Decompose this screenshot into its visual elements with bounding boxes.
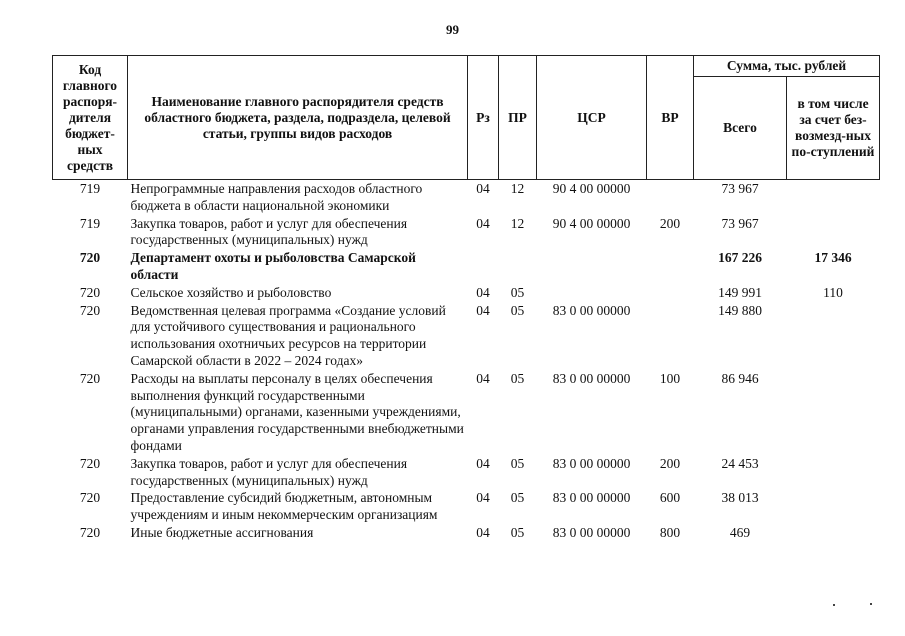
row-code: 720 xyxy=(79,250,101,266)
row-csr: 83 0 00 00000 xyxy=(552,302,631,318)
row-rz xyxy=(468,249,499,284)
row-total: 38 013 xyxy=(721,490,759,506)
table-body xyxy=(53,180,880,542)
row-code: 720 xyxy=(79,370,101,386)
row-name: Иные бюджетные ассигнования xyxy=(130,524,314,540)
row-code: 720 xyxy=(79,284,101,300)
row-csr xyxy=(537,284,647,302)
row-csr: 90 4 00 00000 xyxy=(552,215,631,231)
header-code: Код главного распоря-дителя бюджет-ных средств xyxy=(53,56,128,180)
row-code: 720 xyxy=(79,524,101,540)
row-pr: 05 xyxy=(510,370,525,386)
table-row xyxy=(53,455,880,490)
row-name: Закупка товаров, работ и услуг для обеспечения государственных (муниципальных) нужд xyxy=(130,455,408,488)
row-total: 149 880 xyxy=(718,302,762,318)
row-pr: 05 xyxy=(510,524,525,540)
row-name: Расходы на выплаты персоналу в целях обеспечения выполнения функций государственными (муниципальными) органами, казенными учреждениями, органами управления государственными внебюджетными фондами xyxy=(130,370,464,453)
row-including-gratuitous xyxy=(787,370,880,455)
row-vr: 800 xyxy=(659,524,681,540)
table-row xyxy=(53,370,880,455)
row-rz: 04 xyxy=(476,370,490,386)
row-total: 73 967 xyxy=(721,181,759,196)
scan-speck xyxy=(870,603,872,605)
row-vr xyxy=(647,302,694,370)
row-name: Сельское хозяйство и рыболовство xyxy=(130,284,332,300)
row-name: Департамент охоты и рыболовства Самарской области xyxy=(130,250,416,282)
row-code: 720 xyxy=(79,490,101,506)
row-code: 720 xyxy=(79,455,101,471)
header-total: Всего xyxy=(694,77,787,180)
scan-speck xyxy=(833,604,835,606)
header-including-gratuitous: в том числе за счет без-возмезд-ных по-ступлений xyxy=(787,77,880,180)
row-rz: 04 xyxy=(476,524,490,540)
row-including-gratuitous: 110 xyxy=(823,284,843,300)
table-row xyxy=(53,302,880,370)
row-pr xyxy=(499,249,537,284)
row-pr: 05 xyxy=(510,284,525,300)
row-pr: 05 xyxy=(510,455,525,471)
row-vr xyxy=(647,284,694,302)
row-code: 719 xyxy=(79,181,101,196)
row-vr: 100 xyxy=(659,370,681,386)
row-including-gratuitous xyxy=(787,215,880,250)
row-rz: 04 xyxy=(476,215,490,231)
table-row xyxy=(53,284,880,302)
header-pr: ПР xyxy=(499,56,537,180)
row-vr xyxy=(647,249,694,284)
row-total: 73 967 xyxy=(721,215,759,231)
row-csr: 83 0 00 00000 xyxy=(552,455,631,471)
row-csr: 83 0 00 00000 xyxy=(552,524,631,540)
budget-table xyxy=(52,55,880,542)
row-including-gratuitous xyxy=(787,302,880,370)
row-rz: 04 xyxy=(476,455,490,471)
row-vr: 200 xyxy=(659,215,681,231)
row-rz: 04 xyxy=(476,490,490,506)
row-rz: 04 xyxy=(476,302,490,318)
row-rz: 04 xyxy=(476,284,490,300)
table-row xyxy=(53,524,880,542)
header-vr: ВР xyxy=(647,56,694,180)
row-vr: 200 xyxy=(659,455,681,471)
row-vr: 600 xyxy=(659,490,681,506)
row-vr xyxy=(647,180,694,215)
row-including-gratuitous xyxy=(787,524,880,542)
row-code: 719 xyxy=(79,215,101,231)
table-row xyxy=(53,180,880,215)
row-pr: 12 xyxy=(510,215,525,231)
row-including-gratuitous xyxy=(787,489,880,524)
table-header xyxy=(53,56,880,180)
row-name: Непрограммные направления расходов областного бюджета в области национальной экономики xyxy=(130,181,423,213)
page-number: 99 xyxy=(446,22,459,37)
row-total: 167 226 xyxy=(718,250,762,266)
header-sum-group: Сумма, тыс. рублей xyxy=(694,56,880,77)
row-csr: 83 0 00 00000 xyxy=(552,370,631,386)
row-name: Ведомственная целевая программа «Создание условий для устойчивого существования и рационального использования охотничьих ресурсов на территории Самарской области в 2022 – 2024 годах» xyxy=(130,302,446,368)
row-code: 720 xyxy=(79,302,101,318)
row-name: Предоставление субсидий бюджетным, автономным учреждениям и иным некоммерческим организациям xyxy=(130,490,438,523)
row-total: 469 xyxy=(729,524,751,540)
row-including-gratuitous: 17 346 xyxy=(814,250,852,266)
table-row xyxy=(53,489,880,524)
row-csr xyxy=(537,249,647,284)
row-csr: 83 0 00 00000 xyxy=(552,490,631,506)
row-total: 149 991 xyxy=(718,284,762,300)
table-row xyxy=(53,215,880,250)
row-pr: 05 xyxy=(510,490,525,506)
header-rz: Рз xyxy=(468,56,499,180)
row-pr: 12 xyxy=(510,181,525,196)
row-total: 24 453 xyxy=(721,455,759,471)
table-row xyxy=(53,249,880,284)
header-name: Наименование главного распорядителя средств областного бюджета, раздела, подраздела, целевой статьи, группы видов расходов xyxy=(128,56,468,180)
row-including-gratuitous xyxy=(787,180,880,215)
row-including-gratuitous xyxy=(787,455,880,490)
row-name: Закупка товаров, работ и услуг для обеспечения государственных (муниципальных) нужд xyxy=(130,215,408,248)
row-pr: 05 xyxy=(510,302,525,318)
row-rz: 04 xyxy=(476,181,490,196)
header-csr: ЦСР xyxy=(537,56,647,180)
row-csr: 90 4 00 00000 xyxy=(552,181,631,196)
row-total: 86 946 xyxy=(721,370,759,386)
